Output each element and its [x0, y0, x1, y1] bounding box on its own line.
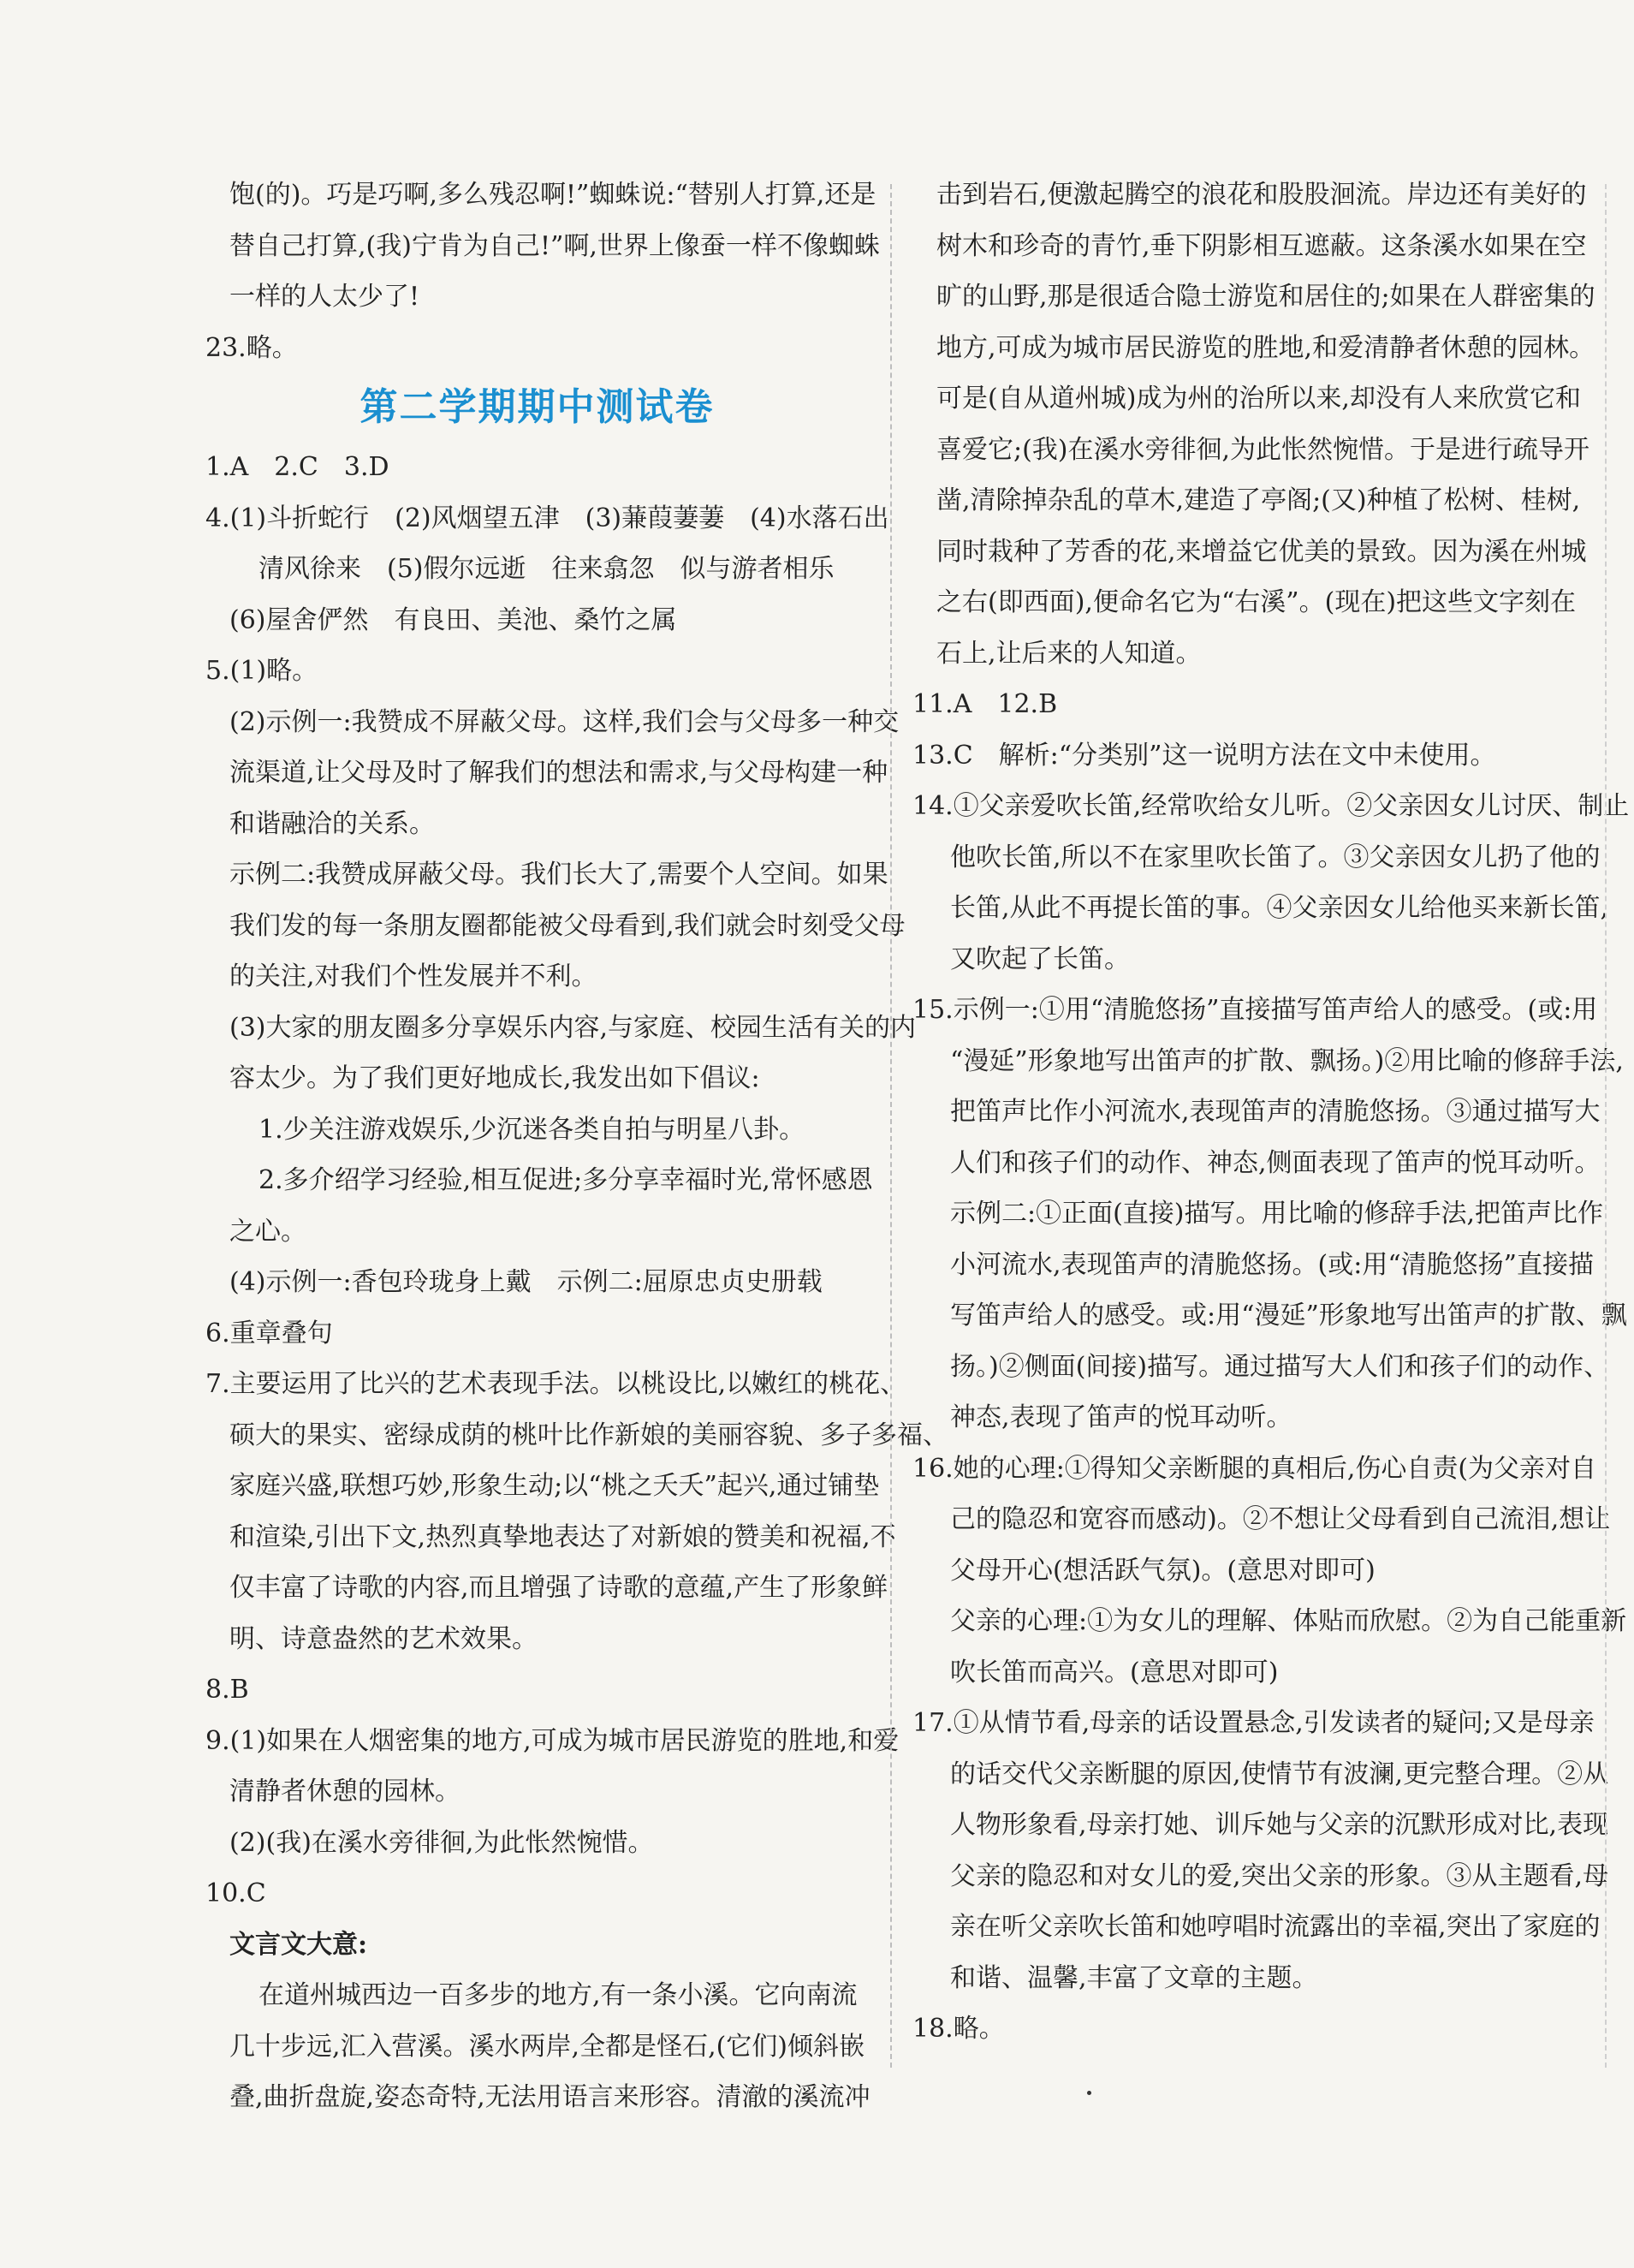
text-line: 和渲染,引出下文,热烈真挚地表达了对新娘的赞美和祝福,不	[229, 1521, 896, 1552]
text-line: 1.少关注游戏娱乐,少沉迷各类自拍与明星八卦。	[258, 1114, 805, 1145]
text-line: 旷的山野,那是很适合隐士游览和居住的;如果在人群密集的	[936, 282, 1595, 312]
text-line: 叠,曲折盘旋,姿态奇特,无法用语言来形容。清澈的溪流冲	[229, 2082, 870, 2112]
text-line: 他吹长笛,所以不在家里吹长笛了。③父亲因女儿扔了他的	[950, 842, 1601, 872]
text-line: 15.示例一:①用“清脆悠扬”直接描写笛声给人的感受。(或:用	[912, 995, 1598, 1025]
text-line: 父亲的心理:①为女儿的理解、体贴而欣慰。②为自己能重新	[950, 1606, 1627, 1636]
text-line: 人们和孩子们的动作、神态,侧面表现了笛声的悦耳动听。	[950, 1147, 1601, 1178]
text-line: 同时栽种了芳香的花,来增益它优美的景致。因为溪在州城	[936, 536, 1587, 567]
text-line: 10.C	[205, 1878, 266, 1908]
left-column	[205, 170, 948, 2123]
text-line: 明、诗意盎然的艺术效果。	[229, 1623, 538, 1654]
text-line: 16.她的心理:①得知父亲断腿的真相后,伤心自责(为父亲对自	[912, 1453, 1597, 1484]
text-line: 己的隐忍和宽容而感动)。②不想让父母看到自己流泪,想让	[950, 1504, 1611, 1534]
text-line: 替自己打算,(我)宁肯为自己!”啊,世界上像蚕一样不像蜘蛛	[229, 230, 880, 261]
text-line: 之右(即西面),便命名它为“右溪”。(现在)把这些文字刻在	[936, 587, 1577, 617]
text-line: 之心。	[229, 1216, 306, 1247]
text-line: 我们发的每一条朋友圈都能被父母看到,我们就会时刻受父母	[229, 910, 906, 941]
text-line: 17.①从情节看,母亲的话设置悬念,引发读者的疑问;又是母亲	[912, 1708, 1595, 1738]
text-line: 11.A 12.B	[912, 689, 1058, 719]
text-line: (2)(我)在溪水旁徘徊,为此怅然惋惜。	[229, 1827, 654, 1858]
text-line: 在道州城西边一百多步的地方,有一条小溪。它向南流	[258, 1980, 858, 2010]
text-line: 的关注,对我们个性发展并不利。	[229, 961, 597, 991]
text-line: 亲在听父亲吹长笛和她哼唱时流露出的幸福,突出了家庭的	[950, 1912, 1601, 1942]
text-line: (2)示例一:我赞成不屏蔽父母。这样,我们会与父母多一种交	[229, 706, 900, 737]
text-line: 4.(1)斗折蛇行 (2)风烟望五津 (3)蒹葭萋萋 (4)水落石出	[205, 503, 889, 533]
text-line: 14.①父亲爱吹长笛,经常吹给女儿听。②父亲因女儿讨厌、制止	[912, 791, 1630, 821]
text-line: 几十步远,汇入营溪。溪水两岸,全都是怪石,(它们)倾斜嵌	[229, 2031, 865, 2062]
text-line: 饱(的)。巧是巧啊,多么残忍啊!”蜘蛛说:“替别人打算,还是	[229, 180, 876, 210]
text-line: 和谐、温馨,丰富了文章的主题。	[950, 1962, 1318, 1993]
text-line: 6.重章叠句	[205, 1318, 333, 1348]
text-line: 清风徐来 (5)假尔远逝 往来翕忽 似与游者相乐	[258, 554, 835, 584]
text-line: 1.A 2.C 3.D	[205, 452, 389, 482]
text-line: 示例二:我赞成屏蔽父母。我们长大了,需要个人空间。如果	[229, 860, 888, 890]
text-line: 23.略。	[205, 332, 298, 363]
text-line: 硕大的果实、密绿成荫的桃叶比作新娘的美丽容貌、多子多福、	[229, 1420, 948, 1450]
text-line: 写笛声给人的感受。或:用“漫延”形象地写出笛声的扩散、飘	[950, 1301, 1627, 1330]
right-column	[912, 170, 1630, 2055]
text-line: 把笛声比作小河流水,表现笛声的清脆悠扬。③通过描写大	[950, 1097, 1601, 1127]
text-line: (4)示例一:香包玲珑身上戴 示例二:屈原忠贞史册载	[229, 1267, 823, 1297]
text-line: 击到岩石,便激起腾空的浪花和股股洄流。岸边还有美好的	[936, 180, 1587, 210]
text-line: 流渠道,让父母及时了解我们的想法和需求,与父母构建一种	[229, 758, 888, 788]
column-divider	[890, 184, 892, 2068]
text-line: 长笛,从此不再提长笛的事。④父亲因女儿给他买来新长笛,	[950, 893, 1609, 923]
text-line: 吹长笛而高兴。(意思对即可)	[950, 1657, 1279, 1688]
section-title: 第二学期期中测试卷	[359, 385, 715, 429]
text-line: 地方,可成为城市居民游览的胜地,和爱清静者休憩的园林。	[936, 332, 1595, 363]
text-line: 凿,清除掉杂乱的草木,建造了亭阁;(又)种植了松树、桂树,	[936, 485, 1581, 515]
text-line: 7.主要运用了比兴的艺术表现手法。以桃设比,以嫩红的桃花、	[205, 1369, 906, 1399]
page-dot	[1087, 2091, 1091, 2095]
text-line: 石上,让后来的人知道。	[936, 638, 1202, 669]
text-line: 神态,表现了笛声的悦耳动听。	[950, 1402, 1292, 1432]
page-edge-divider	[1605, 184, 1607, 2068]
text-line: 人物形象看,母亲打她、训斥她与父亲的沉默形成对比,表现	[950, 1810, 1609, 1840]
text-line: 清静者休憩的园林。	[229, 1777, 460, 1807]
text-line: 和谐融洽的关系。	[229, 808, 435, 839]
text-line: 父亲的隐忍和对女儿的爱,突出父亲的形象。③从主题看,母	[950, 1860, 1609, 1891]
text-line: 容太少。为了我们更好地成长,我发出如下倡议:	[229, 1063, 760, 1093]
text-line: 18.略。	[912, 2014, 1005, 2044]
text-line: 示例二:①正面(直接)描写。用比喻的修辞手法,把笛声比作	[950, 1199, 1604, 1229]
text-line: 喜爱它;(我)在溪水旁徘徊,为此怅然惋惜。于是进行疏导开	[936, 434, 1590, 465]
text-line: (3)大家的朋友圈多分享娱乐内容,与家庭、校园生活有关的内	[229, 1012, 917, 1043]
text-line: 8.B	[205, 1675, 249, 1705]
text-line: 小河流水,表现笛声的清脆悠扬。(或:用“清脆悠扬”直接描	[950, 1249, 1595, 1280]
text-line: 家庭兴盛,联想巧妙,形象生动;以“桃之夭夭”起兴,通过铺垫	[229, 1471, 880, 1501]
text-line: 9.(1)如果在人烟密集的地方,可成为城市居民游览的胜地,和爱	[205, 1725, 900, 1756]
text-line: 又吹起了长笛。	[950, 944, 1130, 974]
text-line: 父母开心(想活跃气氛)。(意思对即可)	[950, 1555, 1376, 1586]
text-line: 13.C 解析:“分类别”这一说明方法在文中未使用。	[912, 740, 1496, 771]
text-line: 的话交代父亲断腿的原因,使情节有波澜,更完整合理。②从	[950, 1759, 1609, 1789]
text-line: 树木和珍奇的青竹,垂下阴影相互遮蔽。这条溪水如果在空	[936, 230, 1587, 261]
text-line: 5.(1)略。	[205, 656, 318, 686]
text-line: (6)屋舍俨然 有良田、美池、桑竹之属	[229, 604, 677, 635]
text-line: 扬。)②侧面(间接)描写。通过描写大人们和孩子们的动作、	[950, 1351, 1610, 1382]
text-line: 可是(自从道州城)成为州的治所以来,却没有人来欣赏它和	[936, 384, 1581, 414]
text-line: 2.多介绍学习经验,相互促进;多分享幸福时光,常怀感恩	[258, 1165, 873, 1195]
text-line: 仅丰富了诗歌的内容,而且增强了诗歌的意蕴,产生了形象鲜	[229, 1573, 888, 1603]
text-line: “漫延”形象地写出笛声的扩散、飘扬。)②用比喻的修辞手法,	[950, 1045, 1624, 1076]
text-line: 一样的人太少了!	[229, 282, 420, 312]
text-line: 文言文大意:	[229, 1929, 368, 1960]
